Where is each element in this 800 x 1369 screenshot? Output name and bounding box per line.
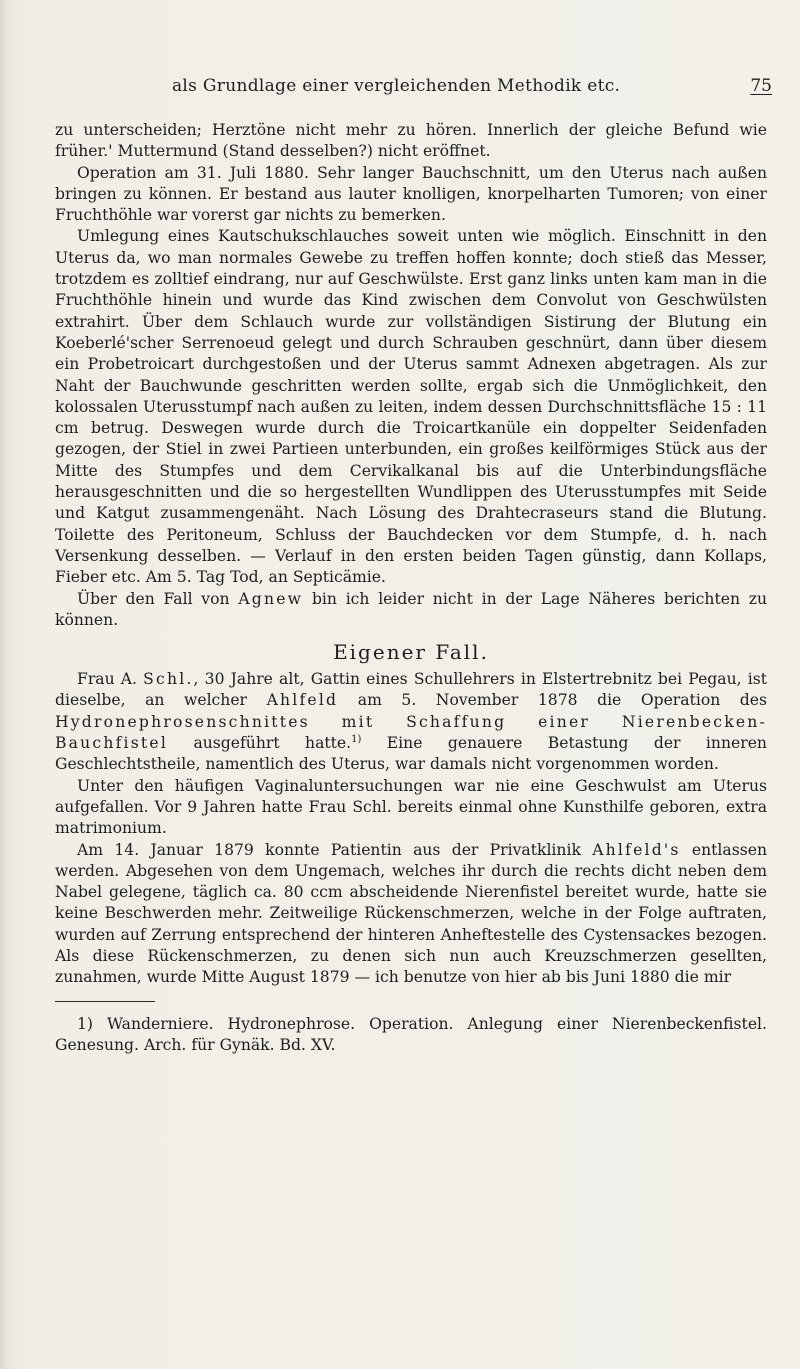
paragraph-5 xyxy=(55,669,767,775)
text-run: , 30 Jahre alt, Gattin eines Schullehrers in Elstertrebnitz bei Pegau, ist dieselbe, an welcher xyxy=(55,670,767,710)
paragraph-3: Umlegung eines Kautschukschlauches soweit unten wie möglich. Einschnitt in den Uterus da, wo man normales Gewebe zu treffen hoffen konnte; doch stieß das Messer, trotzdem es zolltief eindrang, nur auf Geschwülste. Erst ganz links unten kam man in die Fruchthöhle hinein und wurde das Kind zwischen dem Convolut von Geschwülsten extrahirt. Über dem Schlauch wurde zur vollständigen Sistirung der Blutung ein Koeberlé'scher Serrenoeud gelegt und durch Schrauben geschnürt, dann über diesem ein Probetroicart durchgestoßen und der Uterus sammt Adnexen abgetragen. Als zur Naht der Bauchwunde geschritten werden sollte, ergab sich die Unmöglichkeit, den kolossalen Uterusstumpf nach außen zu leiten, indem dessen Durchschnittsfläche 15 : 11 cm betrug. Deswegen wurde durch die Troicartkanüle ein doppelter Seidenfaden gezogen, der Stiel in zwei Partieen unterbunden, ein großes keilförmiges Stück aus der Mitte des Stumpfes und dem Cervikalkanal bis auf die Unterbindungsfläche herausgeschnitten und die so hergestellten Wundlippen des Uterusstumpfes mit Seide und Katgut zusammengenäht. Nach Lösung des Drahtecraseurs stand die Blutung. Toilette des Peritoneum, Schluss der Bauchdecken vor dem Stumpfe, d. h. nach Versenkung desselben. — Verlauf in den ersten beiden Tagen günstig, dann Kollaps, Fieber etc. Am 5. Tag Tod, an Septicämie. xyxy=(55,227,767,587)
paragraph-7 xyxy=(55,840,767,989)
footnotes xyxy=(55,1014,767,1057)
paragraph-6: Unter den häufigen Vaginaluntersuchungen war nie eine Geschwulst am Uterus aufgefallen. Vor 9 Jahren hatte Frau Schl. bereits einmal ohne Kunsthilfe geboren, extra matrimonium. xyxy=(55,776,767,838)
page-number: 75 xyxy=(750,76,772,96)
section-heading: Eigener Fall. xyxy=(333,640,489,665)
footnote-divider xyxy=(55,1001,155,1002)
page-body xyxy=(55,120,767,1056)
author-name-ahlfeld: Ahlfeld xyxy=(266,691,339,710)
footnote-reference[interactable]: 1) xyxy=(351,733,362,745)
paragraph-1: zu unterscheiden; Herztöne nicht mehr zu hören. Innerlich der gleiche Befund wie früher.' Muttermund (Stand desselben?) nicht eröffnet. xyxy=(55,121,767,161)
text-run: am 5. November 1878 die Operation des xyxy=(357,691,767,710)
text-run: bin ich leider nicht in der Lage Näheres berichten zu können. xyxy=(55,589,767,629)
author-name-ahlfelds: Ahlfeld's xyxy=(592,840,681,859)
text-run: ausgeführt hatte. xyxy=(193,734,352,753)
paragraph-2: Operation am 31. Juli 1880. Sehr langer Bauchschnitt, um den Uterus nach außen bringen zu können. Er bestand aus lauter knolligen, knorpelharten Tumoren; von einer Fruchthöhle war vorerst gar nichts zu bemerken. xyxy=(55,163,767,225)
patient-name: Schl. xyxy=(143,670,194,689)
text-run: Frau A. xyxy=(77,670,137,689)
text-run: entlassen werden. Abgesehen von dem Ungemach, welches ihr durch die rechts dicht neben dem Nabel gelegene, täglich ca. 80 ccm abscheidende Nierenfistel bereitet wurde, hatte sie keine Beschwerden mehr. Zeitweilige Rückenschmerzen, welche in der Folge auftraten, wurden auf Zerrung entsprechend der hinteren Anheftestelle des Cystensackes bezogen. Als diese Rückenschmerzen, zu denen sich nun auch Kreuzschmerzen gesellten, zunahmen, wurde Mitte August 1879 — ich benutze von hier ab bis Juni 1880 die mir xyxy=(55,840,767,987)
emphasized-procedure: Hydronephrosenschnittes mit Schaffung einer Nierenbecken-Bauchfistel xyxy=(55,712,767,753)
running-header xyxy=(160,76,780,100)
text-run: Über den Fall von xyxy=(77,589,230,608)
text-run: Eine genauere Betastung der inneren Geschlechtstheile, namentlich des Uterus, war damals nicht vorgenommen worden. xyxy=(55,734,767,774)
running-title: als Grundlage einer vergleichenden Methodik etc. xyxy=(172,76,621,96)
footnote-1: 1) Wanderniere. Hydronephrose. Operation. Anlegung einer Nierenbeckenfistel. Genesung. Arch. für Gynäk. Bd. XV. xyxy=(55,1014,767,1054)
paragraph-4 xyxy=(55,589,767,632)
author-name-agnew: Agnew xyxy=(238,589,304,608)
text-run: Am 14. Januar 1879 konnte Patientin aus der Privatklinik xyxy=(77,840,581,859)
